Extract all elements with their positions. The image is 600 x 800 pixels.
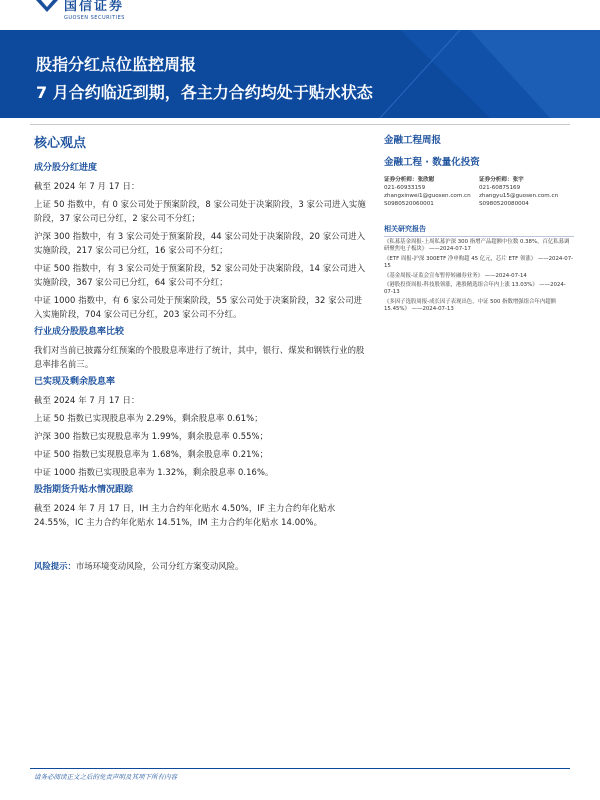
analyst-role: 证券分析师：张欣慰 [384, 177, 435, 183]
related-report-link[interactable]: 《ETF 周报-沪深 300ETF 净申购超 45 亿元，芯片 ETF 领涨》 ——2024-07-15 [384, 255, 574, 270]
core-views-heading: 核心观点 [34, 136, 87, 151]
main-column [34, 132, 368, 533]
logo-english-name: GUOSEN SECURITIES [64, 15, 125, 21]
paragraph: 上证 50 指数已实现股息率为 2.29%，剩余股息率 0.61%； [34, 413, 263, 423]
paragraph: 沪深 300 指数已实现股息率为 1.99%，剩余股息率 0.55%； [34, 431, 269, 441]
analyst-cert: S0980520060001 [384, 201, 434, 207]
logo-chinese-name: 国信证券 [64, 0, 125, 14]
paragraph: 沪深 300 指数中，有 3 家公司处于预案阶段，44 家公司处于决案阶段，20 家公司进入实施阶段，217 家公司已分红，16 家公司不分红； [34, 231, 366, 255]
analyst-email: zhangxinwei1@guosen.com.cn [384, 193, 471, 199]
analyst-email: zhangyu15@guosen.com.cn [479, 193, 559, 199]
guosen-logo [36, 0, 125, 22]
report-category: 金融工程 · 数量化投资 [384, 157, 480, 168]
report-subtitle: 7 月合约临近到期，各主力合约均处于贴水状态 [36, 83, 373, 102]
paragraph: 中证 1000 指数中，有 6 家公司处于预案阶段，55 家公司处于决案阶段，32 家公司进入实施阶段，704 家公司已分红，203 家公司不分红。 [34, 295, 363, 319]
analyst-2 [479, 176, 574, 208]
sidebar [384, 132, 574, 316]
analyst-role: 证券分析师：张宇 [479, 177, 524, 183]
analyst-phone: 021-60933159 [384, 185, 426, 191]
analyst-phone: 021-60875169 [479, 185, 521, 191]
paragraph: 截至 2024 年 7 月 17 日： [34, 395, 140, 405]
section-heading-futures-basis: 股指期货升贴水情况跟踪 [34, 485, 134, 495]
paragraph: 截至 2024 年 7 月 17 日，IH 主力合约年化贴水 4.50%，IF 主力合约年化贴水 24.55%，IC 主力合约年化贴水 14.51%，IM 主力合约年化贴水 14.00%。 [34, 503, 336, 527]
disclaimer-footer: 请务必阅读正文之后的免责声明及其项下所有内容 [34, 773, 177, 781]
header-divider [30, 124, 570, 125]
risk-label: 风险提示： [34, 561, 76, 571]
risk-text: 市场环境变动风险，公司分红方案变动风险。 [75, 561, 244, 571]
paragraph: 中证 1000 指数已实现股息率为 1.32%，剩余股息率 0.16%。 [34, 467, 274, 477]
section-heading-dividend-progress: 成分股分红进度 [34, 163, 98, 173]
paragraph: 中证 500 指数已实现股息率为 1.68%，剩余股息率 0.21%； [34, 449, 269, 459]
analyst-cert: S0980520080004 [479, 201, 529, 207]
title-banner [0, 30, 600, 118]
analyst-block [384, 176, 574, 208]
related-research-heading: 相关研究报告 [384, 224, 574, 237]
report-title: 股指分红点位监控周报 [36, 55, 197, 74]
related-report-link[interactable]: 《多因子选股周报-成长因子表现出色，中证 500 指数增强组合年内超额 15.45%》 ——2024-07-13 [384, 298, 556, 313]
section-heading-industry-yield: 行业成分股股息率比较 [34, 327, 125, 337]
footer-divider [30, 768, 570, 769]
banner-decoration [340, 30, 600, 118]
paragraph: 截至 2024 年 7 月 17 日： [34, 181, 140, 191]
paragraph: 上证 50 指数中，有 0 家公司处于预案阶段，8 家公司处于决案阶段，3 家公司进入实施阶段，37 家公司已分红，2 家公司不分红； [34, 199, 366, 223]
section-heading-realized-yield: 已实现及剩余股息率 [34, 377, 116, 387]
logo-mark-icon [36, 0, 58, 14]
paragraph: 中证 500 指数中，有 3 家公司处于预案阶段，52 家公司处于决案阶段，14 家公司进入实施阶段，367 家公司已分红，64 家公司不分红； [34, 263, 366, 287]
report-type: 金融工程周报 [384, 135, 442, 146]
analyst-1 [384, 176, 479, 208]
risk-warning [34, 560, 243, 572]
paragraph: 我们对当前已披露分红预案的个股股息率进行了统计，其中，银行、煤炭和钢铁行业的股息率排名前三。 [34, 345, 365, 369]
related-report-link[interactable]: 《港股投资周报-科技股领涨，港股精选组合年内上涨 13.03%》 ——2024-07-13 [384, 282, 566, 296]
related-report-link[interactable]: 《私募基金周报-上周私募沪深 300 指增产品超额中位数 0.38%，百亿私募调研聚焦电子板块》 ——2024-07-17 [384, 239, 570, 253]
related-report-link[interactable]: 《基金周报-证监会宣布暂停转融券业务》 ——2024-07-14 [384, 272, 527, 279]
